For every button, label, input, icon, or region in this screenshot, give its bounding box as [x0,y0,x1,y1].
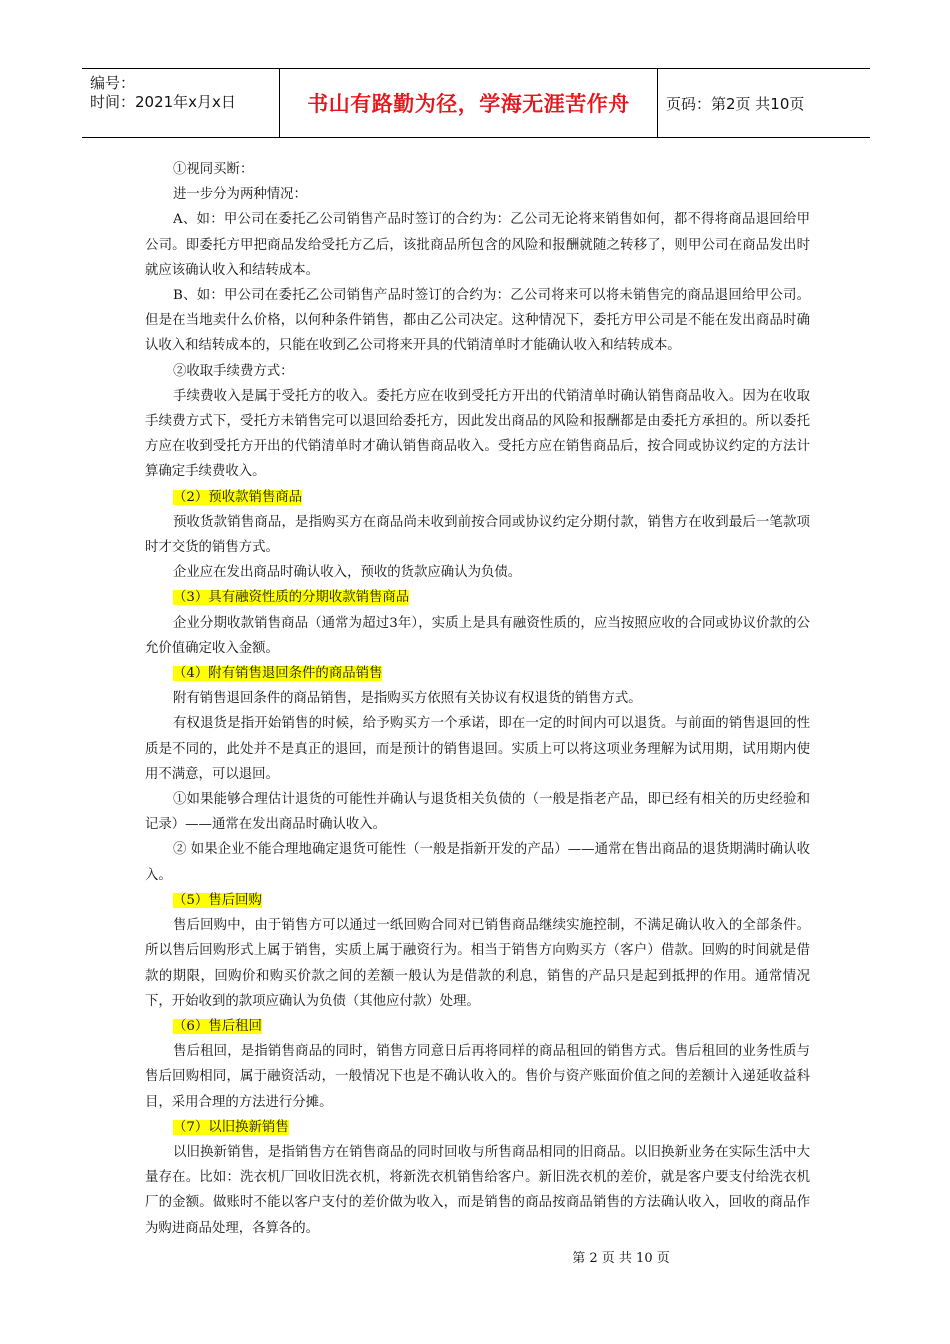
paragraph-text: 附有销售退回条件的商品销售，是指购买方依照有关协议有权退货的销售方式。 [173,691,642,707]
page-footer [0,1247,950,1266]
header-meta [82,69,280,137]
section-heading-text: （3）具有融资性质的分期收款销售商品 [173,590,410,606]
body-paragraph [145,686,810,711]
body-paragraph [145,510,810,560]
header-page-number: 页码：第2页 共10页 [666,94,805,113]
section-heading [145,585,810,610]
paragraph-text: 预收货款销售商品，是指购买方在商品尚未收到前按合同或协议约定分期付款，销售方在收到最后一笔款项时才交货的销售方式。 [145,514,810,556]
body-paragraph [145,560,810,585]
section-heading-text: （4）附有销售退回条件的商品销售 [173,666,383,682]
body-paragraph [145,913,810,1014]
body-paragraph [145,1140,810,1241]
motto-text: 书山有路勤为径，学海无涯苦作舟 [307,92,630,116]
body-paragraph [145,207,810,283]
body-paragraph [145,384,810,485]
paragraph-text: 企业分期收款销售商品（通常为超过3年），实质上是具有融资性质的，应当按照应收的合同或协议价款的公允价值确定收入金额。 [145,615,810,656]
paragraph-text: 售后回购中，由于销售方可以通过一纸回购合同对已销售商品继续实施控制，不满足确认收入的全部条件。所以售后回购形式上属于销售，实质上属于融资行为。相当于销售方向购买方（客户）借款。回购的时间就是借款的期限，回购价和购买价款之间的差额一般认为是借款的利息，销售的产品只是起到抵押的作用。通常情况下，开始收到的款项应确认为负债（其他应付款）处理。 [145,918,810,1009]
page-header [82,68,870,138]
body-paragraph [145,711,810,787]
section-heading [145,661,810,686]
document-body [145,157,810,1241]
body-paragraph [145,837,810,887]
section-heading [145,485,810,510]
paragraph-text: ①视同买断： [173,162,254,177]
section-heading [145,1115,810,1140]
body-paragraph [145,182,810,207]
body-paragraph [145,283,810,359]
section-heading-text: （2）预收款销售商品 [173,489,303,505]
paragraph-text: ①如果能够合理估计退货的可能性并确认与退货相关负债的（一般是指老产品，即已经有相关的历史经验和记录）——通常在发出商品时确认收入。 [145,792,810,833]
section-heading [145,1014,810,1039]
paragraph-text: ②收取手续费方式： [173,363,294,379]
section-heading-text: （5）售后回购 [173,892,262,908]
section-heading-text: （6）售后租回 [173,1018,262,1034]
paragraph-text: 以旧换新销售，是指销售方在销售商品的同时回收与所售商品相同的旧商品。以旧换新业务在实际生活中大量存在。比如：洗衣机厂回收旧洗衣机，将新洗衣机销售给客户。新旧洗衣机的差价，就是客户要支付给洗衣机厂的金额。做账时不能以客户支付的差价做为收入，而是销售的商品按商品销售的方法确认收入，回收的商品作为购进商品处理，各算各的。 [145,1144,810,1236]
body-paragraph [145,611,810,661]
header-motto [280,69,658,137]
body-paragraph [145,787,810,837]
paragraph-text: ② 如果企业不能合理地确定退货可能性（一般是指新开发的产品）——通常在售出商品的退货期满时确认收入。 [145,842,810,883]
document-date-label: 时间：2021年x月x日 [90,93,236,111]
paragraph-text: B、如：甲公司在委托乙公司销售产品时签订的合约为：乙公司将来可以将未销售完的商品退回给甲公司。但是在当地卖什么价格，以何种条件销售，都由乙公司决定。这种情况下，委托方甲公司是不能在发出商品时确认收入和结转成本的，只能在收到乙公司将来开具的代销清单时才能确认收入和结转成本。 [145,288,810,354]
paragraph-text: 有权退货是指开始销售的时候，给予购买方一个承诺，即在一定的时间内可以退货。与前面的销售退回的性质是不同的，此处并不是真正的退回，而是预计的销售退回。实质上可以将这项业务理解为试用期，试用期内使用不满意，可以退回。 [145,716,810,782]
document-number-label: 编号： [90,74,136,92]
paragraph-text: 企业应在发出商品时确认收入，预收的货款应确认为负债。 [173,565,522,581]
paragraph-text: 进一步分为两种情况： [173,187,307,203]
paragraph-text: 售后租回，是指销售商品的同时，销售方同意日后再将同样的商品租回的销售方式。售后租回的业务性质与售后回购相同，属于融资活动，一般情况下也是不确认收入的。售价与资产账面价值之间的差额计入递延收益科目，采用合理的方法进行分摊。 [145,1044,810,1110]
section-heading-text: （7）以旧换新销售 [173,1119,289,1135]
body-paragraph [145,1039,810,1115]
paragraph-text: 手续费收入是属于受托方的收入。委托方应在收到受托方开出的代销清单时确认销售商品收入。因为在收取手续费方式下，受托方未销售完可以退回给委托方，因此发出商品的风险和报酬都是由委托方承担的。所以委托方应在收到受托方开出的代销清单时才确认销售商品收入。受托方应在销售商品后，按合同或协议约定的方法计算确定手续费收入。 [145,388,810,480]
paragraph-text: A、如：甲公司在委托乙公司销售产品时签订的合约为：乙公司无论将来销售如何，都不得将商品退回给甲公司。即委托方甲把商品发给受托方乙后，该批商品所包含的风险和报酬就随之转移了，则甲公司在商品发出时就应该确认收入和结转成本。 [145,212,810,278]
body-paragraph [145,157,810,182]
section-heading [145,888,810,913]
body-paragraph [145,359,810,384]
footer-page-number: 第 2 页 共 10 页 [572,1251,670,1266]
